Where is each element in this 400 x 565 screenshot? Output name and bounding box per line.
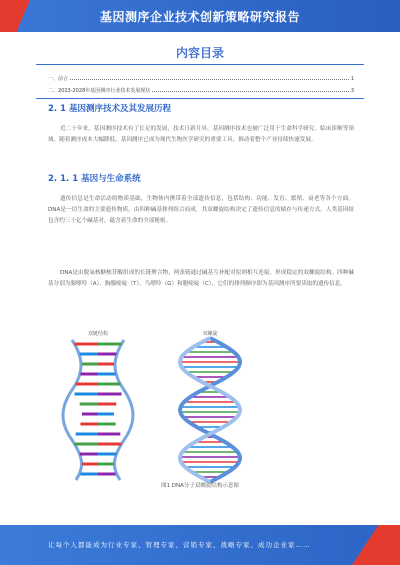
dna-base-pair — [98, 383, 120, 386]
dna-base-pair — [98, 433, 120, 436]
toc-leader-dots — [70, 79, 349, 80]
dna-base-pair — [74, 343, 98, 346]
toc-item[interactable] — [48, 72, 354, 82]
toc-item-page: 3 — [350, 88, 354, 94]
dna-helix-strand-b — [180, 338, 240, 482]
body-paragraph: DNA是由脱氧核糖核苷酸组成的长链聚合物，两条链通过碱基互补配对原则相互连接，形成稳定的双螺旋结构。四种碱基分别为腺嘌呤（A）、胸腺嘧啶（T）、鸟嘌呤（G）和胞嘧啶（C），它们的排列顺序即为基因测序所要读取的遗传信息。 — [48, 270, 354, 287]
dna-helix-base-pairs — [180, 342, 240, 477]
toc-bottom-rule — [36, 98, 364, 99]
dna-base-pair — [80, 473, 98, 476]
dna-figure — [60, 328, 280, 488]
dna-base-pair — [80, 373, 98, 376]
dna-base-pair — [98, 413, 114, 416]
dna-backbone-left — [63, 340, 82, 480]
footer-banner — [0, 525, 400, 565]
subsection-heading: 2. 1. 1 基因与生命系统 — [48, 174, 141, 184]
dna-base-pair — [98, 463, 114, 466]
dna-base-pair — [98, 353, 116, 356]
dna-ladder-illustration — [63, 340, 133, 480]
dna-base-pair — [98, 393, 122, 396]
toc-item-label: 一、前言 — [48, 76, 69, 82]
toc-leader-dots — [152, 91, 349, 92]
dna-base-pair — [76, 383, 98, 386]
dna-base-pair — [80, 453, 98, 456]
dna-base-pair — [74, 443, 98, 446]
report-title: 基因测序企业技术创新策略研究报告 — [99, 10, 300, 24]
dna-helix-label: 双螺旋 — [202, 331, 218, 337]
dna-base-pair — [82, 413, 98, 416]
dna-base-pair — [98, 423, 116, 426]
footer-slogan: 让每个人都能成为行业专家、管理专家、营销专家、战略专家、成功企业家…… — [48, 541, 311, 549]
dna-base-pair — [80, 403, 98, 406]
dna-base-pair — [80, 423, 98, 426]
dna-base-pair — [98, 403, 116, 406]
dna-base-pair — [82, 363, 98, 366]
toc-title: 内容目录 — [175, 46, 224, 60]
figure-caption: 图1 DNA分子双螺旋结构示意图 — [161, 483, 239, 489]
toc-item-page: 1 — [350, 76, 354, 82]
dna-base-pair — [76, 433, 98, 436]
section-paragraph: 近二十年来，基因测序技术有了长足的发展，技术日新月异。基因测序技术也被广泛用于生命科学研究、临床诊断等领域。随着测序成本大幅降低，基因测序已成为现代生物医学研究的重要工具，推动着整个产业持续快速发展。 — [48, 126, 354, 143]
dna-base-pair — [98, 453, 116, 456]
toc-top-rule — [36, 64, 364, 65]
body-paragraph: 遗传信息是生命活动的物质基础，生物体内携带着全部遗传信息，包括结构、功能、发育、繁殖、衰老等各个方面。DNA是一切生命的主要遗传物质，由四种碱基排列组合而成，其双螺旋结构决定了遗传信息的储存与传递方式。人类基因组包含约三十亿个碱基对，蕴含着生命的全部秘密。 — [48, 196, 354, 224]
dna-ladder-label: 双链结构 — [87, 331, 109, 337]
toc-item[interactable] — [48, 84, 354, 94]
toc-item-label: 二、2023-2028年基因测序行业技术发展现状 — [48, 88, 151, 94]
footer-red-accent — [352, 525, 400, 565]
dna-base-pair — [98, 443, 122, 446]
dna-helix-illustration — [180, 338, 240, 482]
dna-base-pair — [98, 473, 116, 476]
dna-base-pair — [98, 373, 116, 376]
section-heading: 2. 1 基因测序技术及其发展历程 — [48, 104, 171, 114]
dna-base-pair — [98, 363, 114, 366]
dna-base-pair — [80, 353, 98, 356]
dna-base-pair — [98, 343, 122, 346]
dna-helix-strand-a — [180, 338, 240, 482]
header-banner — [0, 0, 400, 32]
dna-base-pair — [74, 393, 98, 396]
dna-backbone-right — [114, 340, 133, 480]
dna-base-pair — [82, 463, 98, 466]
